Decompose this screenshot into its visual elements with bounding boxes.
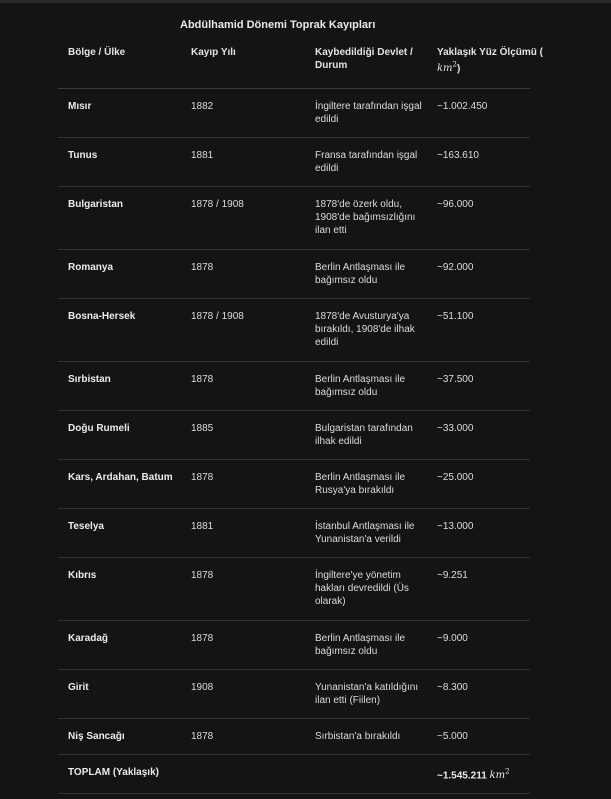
total-label: TOPLAM (Yaklaşık)	[68, 767, 159, 778]
territory-loss-table	[58, 40, 543, 794]
table-row	[58, 460, 530, 509]
cell-state: İngiltere tarafından işgal edildi	[315, 101, 422, 125]
table-row	[58, 670, 530, 719]
cell-year: 1878 / 1908	[191, 199, 244, 210]
cell-area: ~25.000	[437, 472, 474, 483]
cell-state: İngiltere'ye yönetim hakları devredildi (Üs olarak)	[315, 570, 409, 607]
cell-area: ~51.100	[437, 311, 474, 322]
table-row	[58, 558, 530, 621]
header-area-unit: $km^2$	[437, 61, 458, 75]
cell-region: Kars, Ardahan, Batum	[68, 472, 173, 483]
cell-state: 1878'de özerk oldu, 1908'de bağımsızlığını ilan etti	[315, 199, 416, 236]
cell-area: ~163.610	[437, 150, 479, 161]
cell-state: Bulgaristan tarafından ilhak edildi	[315, 423, 413, 447]
cell-year: 1881	[191, 521, 214, 532]
cell-region: Kıbrıs	[68, 570, 97, 581]
cell-year: 1881	[191, 150, 214, 161]
cell-state: Berlin Antlaşması ile bağımsız oldu	[315, 262, 406, 286]
cell-region: Bulgaristan	[68, 199, 124, 210]
header-year: Kayıp Yılı	[191, 47, 236, 58]
cell-area: ~9.000	[437, 633, 468, 644]
cell-region: Mısır	[68, 101, 92, 112]
header-region: Bölge / Ülke	[68, 47, 126, 58]
table-header	[58, 40, 543, 89]
table-row	[58, 138, 530, 187]
table-row	[58, 719, 530, 755]
table-row	[58, 362, 530, 411]
header-area-close: )	[457, 63, 461, 75]
cell-state: Berlin Antlaşması ile Rusya'ya bırakıldı	[315, 472, 406, 496]
cell-area: ~33.000	[437, 423, 474, 434]
cell-region: Teselya	[68, 521, 104, 532]
top-bar	[0, 0, 611, 3]
cell-state: İstanbul Antlaşması ile Yunanistan'a verildi	[315, 521, 415, 545]
cell-state: 1878'de Avusturya'ya bırakıldı, 1908'de ilhak edildi	[315, 311, 415, 348]
cell-region: Niş Sancağı	[68, 731, 125, 742]
cell-year: 1878	[191, 262, 214, 273]
cell-area: ~8.300	[437, 682, 468, 693]
cell-area: ~96.000	[437, 199, 474, 210]
cell-state: Sırbistan'a bırakıldı	[315, 731, 401, 742]
table-row	[58, 411, 530, 460]
cell-region: Tunus	[68, 150, 98, 161]
cell-region: Girit	[68, 682, 89, 693]
cell-year: 1882	[191, 101, 214, 112]
total-unit: $km^2$	[489, 768, 510, 782]
cell-region: Doğu Rumeli	[68, 423, 130, 434]
cell-region: Bosna-Hersek	[68, 311, 136, 322]
cell-area: ~5.000	[437, 731, 468, 742]
cell-year: 1885	[191, 423, 214, 434]
cell-year: 1878 / 1908	[191, 311, 244, 322]
cell-state: Berlin Antlaşması ile bağımsız oldu	[315, 633, 406, 657]
cell-region: Sırbistan	[68, 374, 111, 385]
cell-state: Yunanistan'a katıldığını ilan etti (Fiilen)	[315, 682, 419, 706]
table-row	[58, 509, 530, 558]
header-state: Kaybedildiği Devlet / Durum	[315, 47, 413, 71]
total-value: ~1.545.211 $km^2$	[437, 768, 510, 782]
cell-region: Karadağ	[68, 633, 109, 644]
table-row	[58, 187, 530, 250]
cell-area: ~92.000	[437, 262, 474, 273]
cell-region: Romanya	[68, 262, 114, 273]
header-area	[437, 46, 543, 75]
cell-year: 1878	[191, 374, 214, 385]
table-caption: Abdülhamid Dönemi Toprak Kayıpları	[180, 19, 376, 31]
cell-state: Fransa tarafından işgal edildi	[315, 150, 418, 174]
cell-year: 1878	[191, 570, 214, 581]
table-row	[58, 621, 530, 670]
cell-year: 1878	[191, 472, 214, 483]
table-row	[58, 89, 530, 138]
total-row	[58, 755, 530, 794]
header-area-label: Yaklaşık Yüz Ölçümü (	[437, 47, 543, 58]
table-row	[58, 250, 530, 299]
cell-year: 1878	[191, 633, 214, 644]
cell-area: ~9.251	[437, 570, 468, 581]
table-row	[58, 299, 530, 362]
cell-area: ~37.500	[437, 374, 474, 385]
cell-area: ~13.000	[437, 521, 474, 532]
cell-state: Berlin Antlaşması ile bağımsız oldu	[315, 374, 406, 398]
cell-year: 1878	[191, 731, 214, 742]
cell-area: ~1.002.450	[437, 101, 488, 112]
cell-year: 1908	[191, 682, 214, 693]
